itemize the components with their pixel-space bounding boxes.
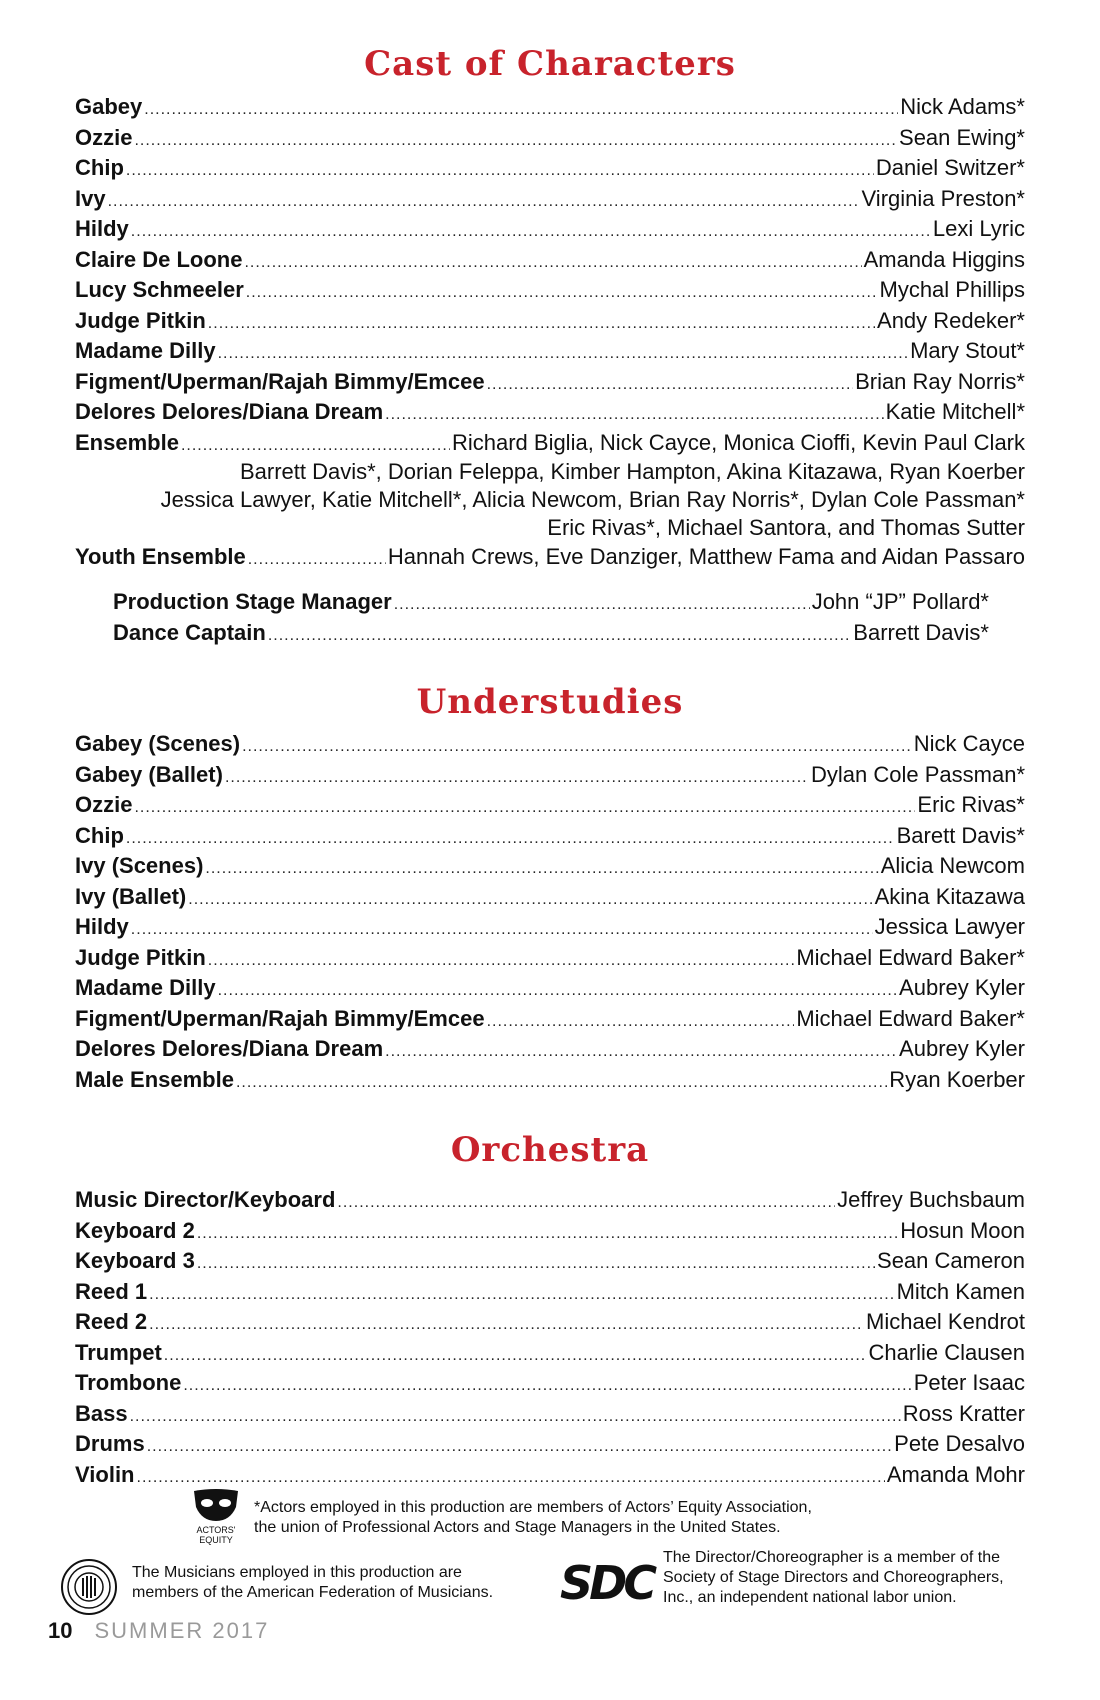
understudy-row — [75, 973, 1025, 1004]
cast-row — [75, 336, 1025, 367]
role: Production Stage Manager — [113, 589, 392, 614]
role: Ensemble — [75, 429, 179, 455]
orchestra-row — [75, 1246, 1025, 1277]
instrument: Trombone — [75, 1370, 182, 1395]
production-staff — [113, 587, 989, 648]
cast-row — [75, 153, 1025, 184]
actor: Ryan Koerber — [889, 1066, 1025, 1092]
role: Delores Delores/Diana Dream — [75, 1036, 384, 1061]
equity-footnote-line: the union of Professional Actors and Stage Managers in the United States. — [254, 1519, 781, 1536]
cast-row — [75, 123, 1025, 154]
actor: Aubrey Kyler — [899, 975, 1025, 1000]
role: Chip — [75, 822, 124, 848]
actor: Michael Edward Baker* — [796, 944, 1025, 970]
sdc-footnote-line: Society of Stage Directors and Choreographers, — [663, 1569, 1004, 1586]
actor: Dylan Cole Passman* — [811, 761, 1025, 787]
understudy-row — [75, 1004, 1025, 1035]
understudy-row — [75, 882, 1025, 913]
actor: Hannah Crews, Eve Danziger, Matthew Fama and Aidan Passaro — [387, 544, 1025, 569]
role: Claire De Loone — [75, 246, 243, 272]
sdc-footnote-line: Inc., an independent national labor union. — [663, 1589, 957, 1606]
understudy-row — [75, 760, 1025, 791]
sdc-footnote-line: The Director/Choreographer is a member of the — [663, 1549, 1001, 1566]
actor: Barett Davis* — [896, 822, 1025, 848]
cast-row — [75, 275, 1025, 306]
afm-seal-icon — [60, 1558, 118, 1616]
musician: Sean Cameron — [877, 1248, 1025, 1273]
cast-row — [75, 245, 1025, 276]
musician: Charlie Clausen — [868, 1339, 1025, 1365]
cast-row — [75, 214, 1025, 245]
role: Madame Dilly — [75, 338, 216, 363]
instrument: Reed 2 — [75, 1309, 148, 1334]
orchestra-row — [75, 1307, 1025, 1338]
ensemble-continued-line: Barrett Davis*, Dorian Feleppa, Kimber Hampton, Akina Kitazawa, Ryan Koerber — [239, 459, 1025, 484]
sdc-logo — [560, 1558, 654, 1608]
understudy-row — [75, 821, 1025, 852]
understudy-row — [75, 729, 1025, 760]
actor: Mary Stout* — [910, 338, 1025, 363]
actor: Nick Adams* — [900, 94, 1025, 119]
afm-footnote-line: members of the American Federation of Musicians. — [132, 1584, 494, 1601]
person: Barrett Davis* — [853, 619, 989, 645]
orchestra-row — [75, 1277, 1025, 1308]
actor: Alicia Newcom — [880, 853, 1025, 878]
role: Ozzie — [75, 124, 133, 150]
understudy-row — [75, 1034, 1025, 1065]
cast-list — [75, 92, 1025, 573]
sdc-logo-text: SDC — [560, 1556, 654, 1610]
actor: Sean Ewing* — [899, 124, 1025, 150]
role: Ivy (Scenes) — [75, 853, 204, 878]
afm-footnote-line: The Musicians employed in this production are — [132, 1564, 462, 1581]
role: Hildy — [75, 914, 129, 939]
actor: Akina Kitazawa — [874, 883, 1025, 909]
understudies-heading: Understudies — [416, 682, 684, 722]
ensemble-continued-line: Eric Rivas*, Michael Santora, and Thomas Sutter — [547, 515, 1025, 540]
instrument: Violin — [75, 1461, 135, 1487]
cast-row — [75, 367, 1025, 398]
orchestra-list — [75, 1185, 1025, 1490]
equity-footnote — [254, 1498, 812, 1538]
orchestra-row — [75, 1399, 1025, 1430]
understudy-row — [75, 912, 1025, 943]
staff-row — [113, 587, 989, 618]
role: Chip — [75, 155, 124, 180]
instrument: Trumpet — [75, 1339, 162, 1365]
actor: Amanda Higgins — [863, 246, 1025, 272]
cast-row — [75, 92, 1025, 123]
actor: Katie Mitchell* — [885, 399, 1025, 424]
actor: Jessica Lawyer — [874, 914, 1025, 939]
instrument: Music Director/Keyboard — [75, 1187, 336, 1212]
role: Ivy — [75, 185, 106, 211]
musician: Pete Desalvo — [894, 1431, 1025, 1456]
role: Ozzie — [75, 792, 133, 817]
understudy-row — [75, 790, 1025, 821]
season-label: SUMMER 2017 — [94, 1618, 270, 1643]
afm-seal — [60, 1558, 118, 1616]
understudy-row — [75, 1065, 1025, 1096]
role: Madame Dilly — [75, 975, 216, 1000]
role: Figment/Uperman/Rajah Bimmy/Emcee — [75, 1005, 485, 1031]
musician: Amanda Mohr — [886, 1461, 1025, 1487]
instrument: Keyboard 3 — [75, 1248, 195, 1273]
instrument: Reed 1 — [75, 1278, 148, 1304]
page-number: 10 — [48, 1618, 73, 1643]
instrument: Bass — [75, 1400, 128, 1426]
role: Lucy Schmeeler — [75, 277, 244, 302]
orchestra-row — [75, 1429, 1025, 1460]
understudies-list — [75, 729, 1025, 1095]
instrument: Keyboard 2 — [75, 1217, 195, 1243]
role: Gabey (Scenes) — [75, 731, 241, 756]
role: Male Ensemble — [75, 1066, 234, 1092]
actor: Nick Cayce — [913, 731, 1025, 756]
actor: Mychal Phillips — [879, 277, 1025, 302]
role: Figment/Uperman/Rajah Bimmy/Emcee — [75, 368, 485, 394]
musician: Michael Kendrot — [866, 1309, 1025, 1334]
actor: Michael Edward Baker* — [796, 1005, 1025, 1031]
cast-row — [75, 397, 1025, 428]
cast-row-youth — [75, 542, 1025, 573]
orchestra-row — [75, 1216, 1025, 1247]
musician: Jeffrey Buchsbaum — [837, 1187, 1025, 1212]
role: Judge Pitkin — [75, 307, 206, 333]
role: Judge Pitkin — [75, 944, 206, 970]
musician: Ross Kratter — [902, 1400, 1025, 1426]
musician: Peter Isaac — [913, 1370, 1025, 1395]
sdc-footnote — [663, 1548, 1004, 1608]
actor: Andy Redeker* — [877, 307, 1025, 333]
cast-row — [75, 184, 1025, 215]
role: Ivy (Ballet) — [75, 883, 187, 909]
role: Youth Ensemble — [75, 544, 246, 569]
cast-heading: Cast of Characters — [364, 44, 736, 84]
understudy-row — [75, 943, 1025, 974]
ensemble-continued-line: Jessica Lawyer, Katie Mitchell*, Alicia Newcom, Brian Ray Norris*, Dylan Cole Passman* — [160, 487, 1025, 512]
role: Delores Delores/Diana Dream — [75, 399, 384, 424]
actor: Eric Rivas* — [917, 792, 1025, 817]
cast-row-ensemble — [75, 428, 1025, 459]
role: Gabey (Ballet) — [75, 761, 223, 787]
orchestra-row — [75, 1338, 1025, 1369]
actor: Daniel Switzer* — [875, 155, 1025, 180]
actor: Lexi Lyric — [932, 216, 1025, 241]
role: Hildy — [75, 216, 129, 241]
actors-equity-logo — [190, 1487, 242, 1547]
actor: Aubrey Kyler — [899, 1036, 1025, 1061]
orchestra-row — [75, 1368, 1025, 1399]
cast-row — [75, 306, 1025, 337]
instrument: Drums — [75, 1431, 145, 1456]
page-footer — [48, 1618, 269, 1644]
role: Dance Captain — [113, 619, 266, 645]
musician: Mitch Kamen — [896, 1278, 1025, 1304]
staff-row — [113, 618, 989, 649]
actor: Brian Ray Norris* — [855, 368, 1025, 394]
orchestra-row — [75, 1185, 1025, 1216]
actor: Virginia Preston* — [861, 185, 1025, 211]
understudy-row — [75, 851, 1025, 882]
musician: Hosun Moon — [900, 1217, 1025, 1243]
orchestra-heading: Orchestra — [450, 1130, 650, 1170]
equity-logo-text: ACTORS' EQUITY — [196, 1525, 236, 1545]
orchestra-row — [75, 1460, 1025, 1491]
equity-footnote-line: *Actors employed in this production are members of Actors’ Equity Association, — [254, 1499, 812, 1516]
actor: Richard Biglia, Nick Cayce, Monica Cioffi, Kevin Paul Clark — [451, 429, 1025, 455]
person: John “JP” Pollard* — [811, 589, 989, 614]
role: Gabey — [75, 94, 143, 119]
afm-footnote — [132, 1563, 493, 1603]
